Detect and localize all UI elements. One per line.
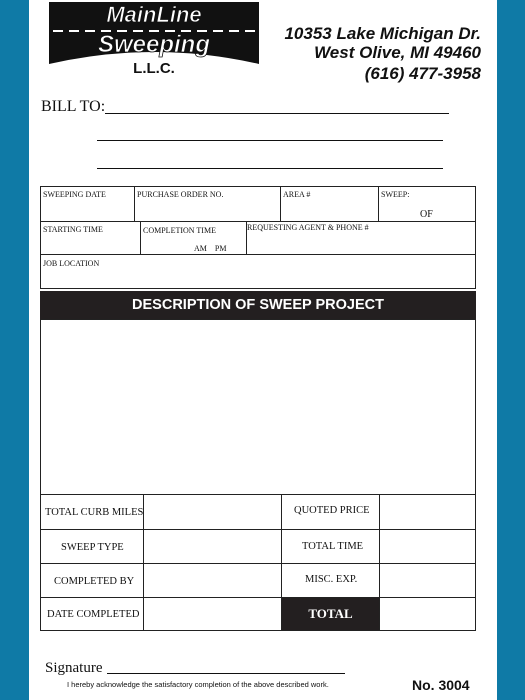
bill-to-line-1[interactable] [105, 113, 449, 114]
signature-label: Signature [45, 660, 103, 676]
area-field[interactable] [280, 186, 379, 222]
misc-exp-value[interactable] [379, 563, 476, 598]
logo-line2: Sweeping [97, 31, 211, 58]
date-completed-label-cell [40, 597, 144, 631]
total-curb-miles-label: TOTAL CURB MILES [45, 507, 144, 518]
sweep-of-label: OF [420, 209, 433, 220]
starting-time-field[interactable] [40, 221, 141, 255]
date-completed-value[interactable] [143, 597, 282, 631]
sweep-type-label-cell [40, 529, 144, 564]
completed-by-label-cell [40, 563, 144, 598]
misc-exp-label-cell [281, 563, 380, 598]
logo-line1: MainLine [106, 2, 202, 27]
sweep-field[interactable] [378, 186, 476, 222]
sweeping-date-field[interactable] [40, 186, 135, 222]
purchase-order-label: PURCHASE ORDER NO. [137, 190, 224, 199]
requesting-agent-label: REQUESTING AGENT & PHONE # [247, 223, 369, 232]
am-pm-label: AM PM [194, 244, 227, 253]
invoice-form [29, 0, 497, 700]
description-header: DESCRIPTION OF SWEEP PROJECT [40, 291, 476, 320]
bill-to-line-3[interactable] [97, 168, 443, 169]
total-value[interactable] [379, 597, 476, 631]
completion-time-label: COMPLETION TIME [143, 226, 216, 235]
company-address-line1: 10353 Lake Michigan Dr. [284, 24, 481, 43]
company-logo [49, 2, 259, 76]
quoted-price-label: QUOTED PRICE [294, 505, 370, 516]
quoted-price-value[interactable] [379, 494, 476, 530]
total-time-label-cell [281, 529, 380, 564]
total-time-value[interactable] [379, 529, 476, 564]
bill-to-line-2[interactable] [97, 140, 443, 141]
quoted-price-label-cell [281, 494, 380, 530]
completed-by-label: COMPLETED BY [54, 576, 135, 587]
total-time-label: TOTAL TIME [302, 541, 364, 552]
completion-time-field[interactable] [140, 221, 247, 255]
company-phone: (616) 477-3958 [364, 64, 481, 83]
job-location-field[interactable] [40, 254, 476, 289]
total-curb-miles-value[interactable] [143, 494, 282, 530]
job-location-label: JOB LOCATION [43, 259, 100, 268]
requesting-agent-field[interactable] [246, 221, 476, 255]
description-area[interactable] [40, 319, 476, 495]
sweeping-date-label: SWEEPING DATE [43, 190, 106, 199]
company-address-line2: West Olive, MI 49460 [314, 43, 481, 62]
sweep-type-label: SWEEP TYPE [61, 542, 124, 553]
misc-exp-label: MISC. EXP. [305, 574, 358, 585]
total-curb-miles-label-cell [40, 494, 144, 530]
logo-line3: L.L.C. [133, 60, 175, 76]
total-label: TOTAL [281, 597, 380, 631]
bill-to-label: BILL TO: [41, 98, 106, 115]
signature-line[interactable] [107, 673, 345, 674]
completed-by-value[interactable] [143, 563, 282, 598]
area-label: AREA # [283, 190, 311, 199]
sweep-label: SWEEP: [381, 190, 410, 199]
purchase-order-field[interactable] [134, 186, 281, 222]
sweep-type-value[interactable] [143, 529, 282, 564]
acknowledgement-text: I hereby acknowledge the satisfactory completion of the above described work. [67, 680, 329, 689]
serial-number: No. 3004 [412, 677, 470, 693]
starting-time-label: STARTING TIME [43, 225, 103, 234]
date-completed-label: DATE COMPLETED [47, 609, 140, 620]
